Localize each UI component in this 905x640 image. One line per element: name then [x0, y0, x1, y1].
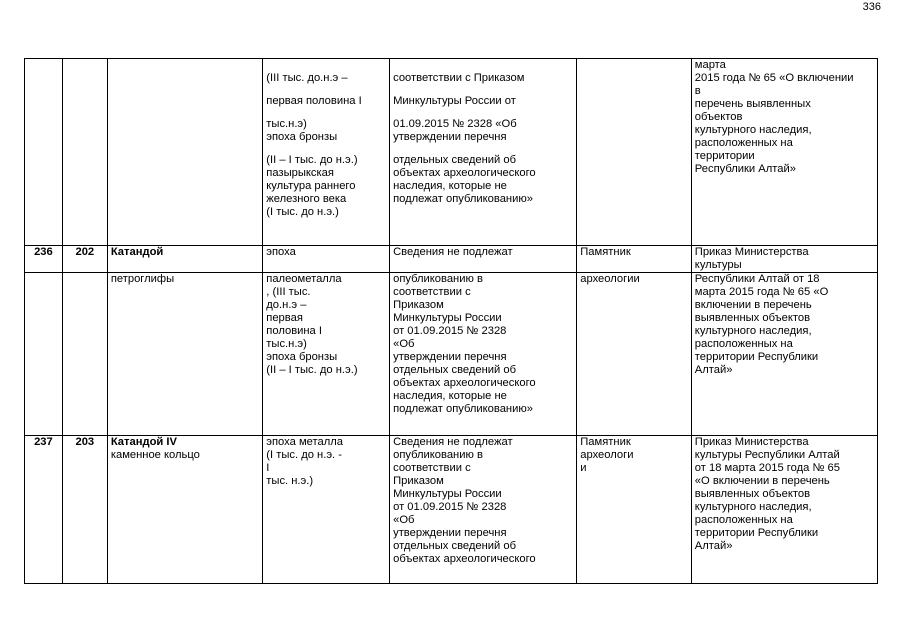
name-title: Катандой IV: [110, 436, 177, 448]
table-row: [25, 436, 878, 584]
text-line: подлежат опубликованию»: [393, 193, 533, 205]
table-row: [25, 246, 878, 273]
period-lines: [266, 72, 386, 85]
cell-category: [577, 273, 692, 436]
text-line: в: [694, 85, 701, 97]
cell-number: [25, 273, 63, 436]
text-line: культуры: [694, 259, 742, 271]
text-line: Сведения не подлежат: [393, 436, 513, 448]
text-line: палеометалла: [266, 273, 342, 285]
cell-name: Катандой: [107, 246, 262, 273]
text-line: подлежат опубликованию»: [393, 403, 533, 415]
cell-reg-number: [62, 59, 107, 246]
cell-number: [25, 59, 63, 246]
text-line: Республики Алтай»: [694, 163, 796, 175]
text-line: утверждении перечня: [393, 527, 507, 539]
text-line: Минкультуры России: [393, 488, 502, 500]
text-line: Сведения не подлежат: [393, 246, 513, 258]
text-line: отдельных сведений об: [393, 364, 517, 376]
cell-name: [107, 59, 262, 246]
text-line: перечень выявленных: [694, 98, 811, 110]
cell-category: [577, 246, 692, 273]
text-line: Приказом: [393, 475, 444, 487]
text-line: «Об: [393, 514, 415, 526]
table-row: [25, 59, 878, 246]
cell-info: [390, 273, 577, 436]
text-line: от 01.09.2015 № 2328: [393, 501, 507, 513]
text-line: I: [266, 462, 270, 474]
text-line: (I тыс. до н.э. -: [266, 449, 342, 461]
cell-period: [263, 246, 390, 273]
cell-info: [390, 59, 577, 246]
cell-number: 236: [25, 246, 63, 273]
text-line: наследия, которые не: [393, 390, 507, 402]
text-line: культура раннего: [266, 180, 356, 192]
cell-name: петроглифы: [107, 273, 262, 436]
text-line: территории Республики: [694, 527, 819, 539]
text-line: выявленных объектов: [694, 312, 811, 324]
text-line: первая: [266, 312, 303, 324]
text-line: тыс.н.э): [266, 338, 307, 350]
text-line: культурного наследия,: [694, 124, 812, 136]
text-line: отдельных сведений об: [393, 540, 517, 552]
cell-reg-number: 202: [62, 246, 107, 273]
period-lines: [266, 273, 386, 377]
info-lines: [393, 246, 573, 259]
info-lines: [393, 72, 573, 85]
text-line: до.н.э –: [266, 299, 307, 311]
text-line: культурного наследия,: [694, 501, 812, 513]
cell-category: [577, 59, 692, 246]
text-line: расположенных на: [694, 514, 793, 526]
info-lines: [393, 154, 573, 206]
period-lines: [266, 118, 386, 144]
text-line: опубликованию в: [393, 449, 483, 461]
text-line: объектах археологического: [393, 553, 536, 565]
text-line: расположенных на: [694, 338, 793, 350]
text-line: первая половина I: [266, 95, 362, 107]
cell-info: [390, 246, 577, 273]
text-line: археологии: [580, 273, 640, 285]
text-line: тыс. н.э.): [266, 475, 314, 487]
page-number: 336: [862, 1, 881, 13]
cell-document: [691, 246, 877, 273]
period-lines: [266, 246, 386, 259]
cell-info: [390, 436, 577, 584]
text-line: Республики Алтай от 18: [694, 273, 820, 285]
text-line: пазырыкская: [266, 167, 334, 179]
text-line: «О включении в перечень: [694, 475, 830, 487]
text-line: культуры Республики Алтай: [694, 449, 840, 461]
text-line: включении в перечень: [694, 299, 812, 311]
text-line: марта 2015 года № 65 «О: [694, 286, 829, 298]
text-line: железного века: [266, 193, 347, 205]
period-lines: [266, 154, 386, 219]
text-line: объектов: [694, 111, 743, 123]
text-line: Минкультуры России от: [393, 95, 516, 107]
text-line: отдельных сведений об: [393, 154, 517, 166]
text-line: утверждении перечня: [393, 131, 507, 143]
info-lines: [393, 436, 573, 566]
text-line: эпоха металла: [266, 436, 343, 448]
text-line: и: [580, 462, 587, 474]
text-line: наследия, которые не: [393, 180, 507, 192]
text-line: расположенных на: [694, 137, 793, 149]
category-lines: [580, 273, 688, 286]
info-lines: [393, 95, 573, 108]
text-line: археологи: [580, 449, 634, 461]
text-line: территории Республики: [694, 351, 819, 363]
table-row: [25, 273, 878, 436]
text-line: Минкультуры России: [393, 312, 502, 324]
text-line: Памятник: [580, 436, 631, 448]
document-lines: [695, 436, 874, 553]
period-lines: [266, 436, 386, 488]
monuments-table: [24, 58, 878, 584]
text-line: тыс.н.э): [266, 118, 307, 130]
text-line: Памятник: [580, 246, 631, 258]
info-lines: [393, 118, 573, 144]
cell-period: [263, 436, 390, 584]
name-subtitle: каменное кольцо: [110, 449, 200, 461]
cell-reg-number: [62, 273, 107, 436]
period-lines: [266, 95, 386, 108]
category-lines: [580, 436, 688, 475]
text-line: опубликованию в: [393, 273, 483, 285]
text-line: соответствии с Приказом: [393, 72, 525, 84]
text-line: утверждении перечня: [393, 351, 507, 363]
document-lines: [695, 59, 874, 176]
text-line: Приказом: [393, 299, 444, 311]
text-line: марта: [694, 59, 726, 71]
cell-number: 237: [25, 436, 63, 584]
text-line: Алтай»: [694, 364, 733, 376]
text-line: 01.09.2015 № 2328 «Об: [393, 118, 517, 130]
text-line: 2015 года № 65 «О включении: [694, 72, 854, 84]
cell-category: [577, 436, 692, 584]
category-lines: [580, 246, 688, 259]
text-line: территории: [694, 150, 755, 162]
cell-name: [107, 436, 262, 584]
text-line: эпоха бронзы: [266, 131, 338, 143]
cell-period: [263, 273, 390, 436]
text-line: Приказ Министерства: [694, 436, 809, 448]
text-line: эпоха: [266, 246, 296, 258]
cell-reg-number: 203: [62, 436, 107, 584]
document-lines: [695, 273, 874, 377]
text-line: эпоха бронзы: [266, 351, 338, 363]
cell-document: [691, 59, 877, 246]
text-line: от 18 марта 2015 года № 65: [694, 462, 840, 474]
text-line: «Об: [393, 338, 415, 350]
document-lines: [695, 246, 874, 272]
text-line: соответствии с: [393, 286, 471, 298]
text-line: объектах археологического: [393, 377, 536, 389]
text-line: от 01.09.2015 № 2328: [393, 325, 507, 337]
text-line: выявленных объектов: [694, 488, 811, 500]
text-line: культурного наследия,: [694, 325, 812, 337]
cell-document: [691, 436, 877, 584]
text-line: соответствии с: [393, 462, 471, 474]
cell-period: [263, 59, 390, 246]
text-line: Алтай»: [694, 540, 733, 552]
text-line: (II – I тыс. до н.э.): [266, 154, 358, 166]
text-line: (III тыс. до.н.э –: [266, 72, 348, 84]
text-line: половина I: [266, 325, 323, 337]
text-line: объектах археологического: [393, 167, 536, 179]
info-lines: [393, 273, 573, 416]
cell-document: [691, 273, 877, 436]
text-line: (I тыс. до н.э.): [266, 206, 339, 218]
text-line: , (III тыс.: [266, 286, 311, 298]
text-line: Приказ Министерства: [694, 246, 809, 258]
text-line: (II – I тыс. до н.э.): [266, 364, 358, 376]
